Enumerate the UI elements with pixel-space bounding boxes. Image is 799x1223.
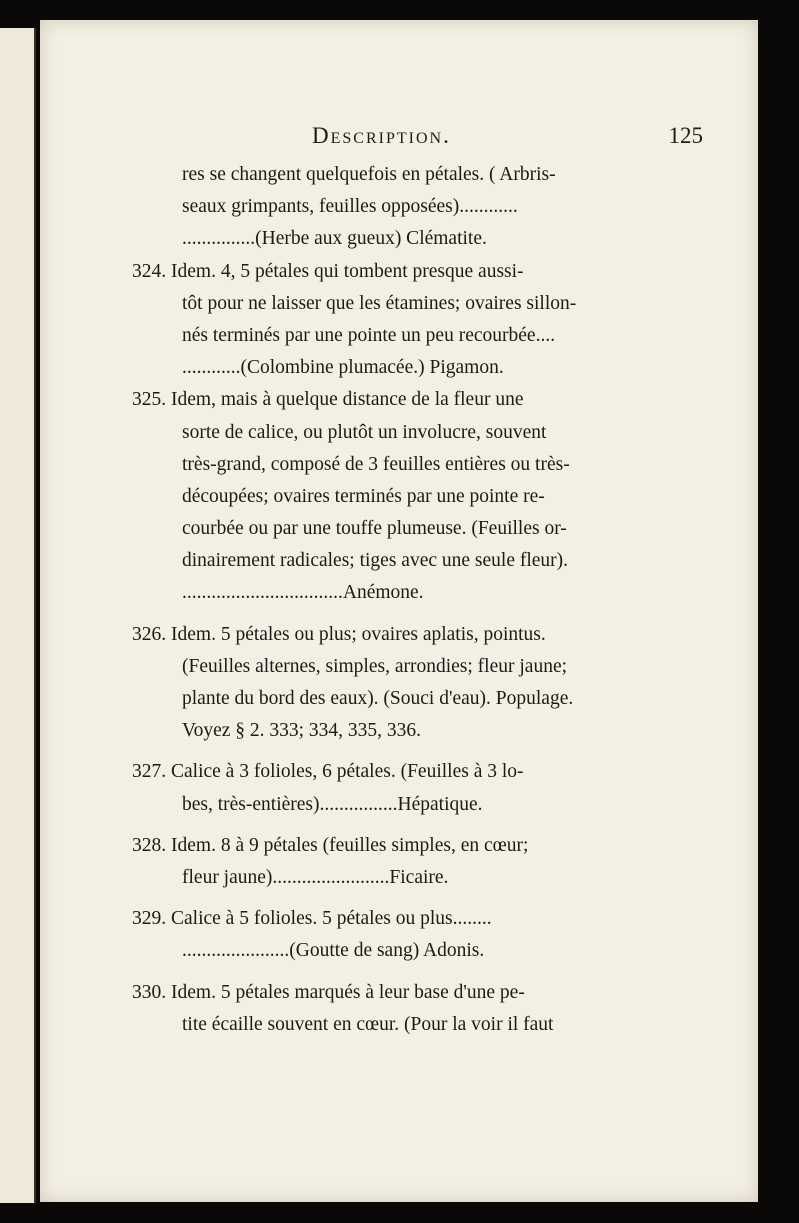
text-line: ...............(Herbe aux gueux) Clématite. [182, 228, 487, 250]
text-line: sorte de calice, ou plutôt un involucre, souvent [182, 421, 547, 443]
text-line: ......................(Goutte de sang) Adonis. [182, 940, 485, 962]
entry-line: 324. Idem. 4, 5 pétales qui tombent presque aussi- [132, 260, 524, 282]
entry-line: 330. Idem. 5 pétales marqués à leur base d'une pe- [132, 981, 525, 1003]
entry-line: 327. Calice à 3 folioles, 6 pétales. (Feuilles à 3 lo- [132, 761, 524, 783]
entry-line: 325. Idem, mais à quelque distance de la fleur une [132, 389, 524, 411]
left-page-edge [0, 28, 36, 1203]
page-number: 125 [668, 123, 703, 148]
text-line: plante du bord des eaux). (Souci d'eau). Populage. [182, 688, 574, 709]
text-line: seaux grimpants, feuilles opposées)............ [182, 196, 518, 218]
text-line: découpées; ovaires terminés par une pointe re- [182, 485, 545, 507]
running-header [132, 123, 707, 159]
text-line: nés terminés par une pointe un peu recourbée.... [182, 324, 556, 346]
text-line: (Feuilles alternes, simples, arrondies; fleur jaune; [182, 655, 568, 677]
book-page [40, 20, 758, 1202]
text-line: tite écaille souvent en cœur. (Pour la voir il faut [182, 1013, 554, 1035]
text-line: fleur jaune)........................Ficaire. [182, 866, 449, 888]
page-text [132, 123, 707, 1041]
text-line: Voyez § 2. 333; 334, 335, 336. [182, 720, 422, 742]
entry-line: 329. Calice à 5 folioles. 5 pétales ou plus........ [132, 908, 492, 930]
text-line: courbée ou par une touffe plumeuse. (Feuilles or- [182, 518, 567, 540]
entry-line: 326. Idem. 5 pétales ou plus; ovaires aplatis, pointus. [132, 623, 546, 645]
text-line: dinairement radicales; tiges avec une seule fleur). [182, 550, 569, 572]
text-line: ............(Colombine plumacée.) Pigamon. [182, 357, 504, 379]
page-title: Description. [312, 123, 451, 148]
text-line: .................................Anémone. [182, 582, 424, 604]
text-line: res se changent quelquefois en pétales. ( Arbris- [182, 164, 556, 185]
text-line: bes, très-entières)................Hépatique. [182, 793, 483, 815]
text-line: tôt pour ne laisser que les étamines; ovaires sillon- [182, 292, 577, 314]
text-line: très-grand, composé de 3 feuilles entières ou très- [182, 453, 570, 475]
entry-line: 328. Idem. 8 à 9 pétales (feuilles simples, en cœur; [132, 834, 529, 856]
